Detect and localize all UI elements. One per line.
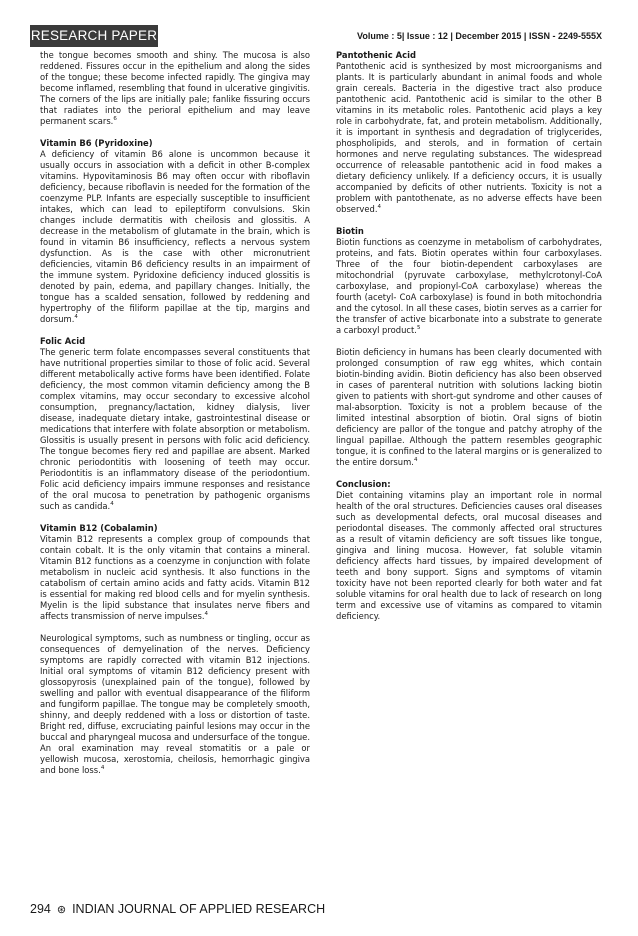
b12-paragraph-2: Neurological symptoms, such as numbness or tingling, occur as consequences of demyelination of the nerves. Deficiency symptoms are rapidly corrected with vitamin B12 injections. Initial oral symptoms of vitamin B12 deficiency present with glossopyrosis (unexplained pain of the tongue), followed by swelling and pallor with eventual disappearance of the filiform and fungiform papillae. The tongue may be completely smooth, shinny, and deeply reddened with a loss or distortion of taste. Bright red, diffuse, excruciating painful lesions may occur in the buccal and pharyngeal mucosa and undersurface of the tongue. An oral examination may reveal stomatitis or a pale or yellowish mucosa, xerostomia, cheilosis, hemorrhagic gingiva and bone loss.$^4$ bbox=[40, 633, 310, 775]
intro-paragraph: the tongue becomes smooth and shiny. The mucosa is also reddened. Fissures occur in the epithelium and along the sides of the tongue; these become infected rapidly. The gingiva may become inflamed, resembling that found in ulcerative gingivitis. The corners of the lips are initially pale; fanlike fissuring occurs that radiates into the perioral epithelium and may leave permanent scars.$^6$ bbox=[40, 50, 310, 126]
conclusion-paragraph: Diet containing vitamins play an important role in normal health of the oral structures. Deficiencies causes oral diseases such as developmental defects, oral mucosal diseases and periodontal diseases. The commonly affected oral structures as a result of vitamin deficiency are soft tissues like tongue, gingiva and lining mucosa. However, fat soluble vitamin deficiency affects hard tissues, by impaired development of teeth and bony support. Signs and symptoms of vitamin toxicity have not been reported clearly for both water and fat soluble vitamins for oral health due to lack of research on long term and excessive use of vitamins as compared to vitamin deficiency. bbox=[336, 490, 602, 621]
b12-paragraph: Vitamin B12 represents a complex group of compounds that contain cobalt. It is the only vitamin that contains a mineral. Vitamin B12 functions as a coenzyme in conjunction with folate metabolism in nucleic acid synthesis. It also functions in the catabolism of certain amino acids and fatty acids. Vitamin B12 is essential for making red blood cells and for myelin synthesis. Myelin is the lipid substance that insulates nerve fibers and affects transmission of nerve impulses.$^4$ bbox=[40, 534, 310, 621]
b12-heading: Vitamin B12 (Cobalamin) bbox=[40, 523, 158, 533]
journal-logo-icon: ⊛ bbox=[56, 903, 67, 916]
b6-heading: Vitamin B6 (Pyridoxine) bbox=[40, 138, 153, 148]
right-column bbox=[336, 50, 602, 622]
research-paper-badge: RESEARCH PAPER bbox=[30, 25, 158, 47]
biotin-paragraph: Biotin functions as coenzyme in metabolism of carbohydrates, proteins, and fats. Biotin operates within four carboxylases. Three of the four biotin-dependent carboxylases are mitochondrial (pyruvate carboxylase, methylcrotonyl-CoA carboxylase, and propionyl-CoA carboxylase) whereas the fourth (acetyl- CoA carboxylase) is found in both mitochondria and the cytosol. In all these cases, biotin serves as a carrier for the transfer of active bicarbonate into a substrate to generate a carboxyl product.$^5$ bbox=[336, 237, 602, 335]
journal-name: INDIAN JOURNAL OF APPLIED RESEARCH bbox=[72, 902, 326, 916]
folic-heading: Folic Acid bbox=[40, 336, 86, 346]
pantothenic-paragraph: Pantothenic acid is synthesized by most microorganisms and plants. It is particularly abundant in animal foods and whole grain cereals. Bacteria in the digestive tract also produce pantothenic acid. Pantothenic acid is similar to the other B vitamins in its metabolic roles. Pantothenic acid plays a key role in carbohydrate, fat, and protein metabolism. Additionally, it is important in synthesis and degradation of triglycerides, phospholipids, and sterols, and in formation of certain hormones and nerve regulating substances. The widespread occurrence of releasable pantothenic acid in food makes a dietary deficiency unlikely. If a deficiency occurs, it is usually accompanied by deficits of other nutrients. Toxicity is not a problem with pantothenate, as no adverse effects have been observed.$^4$ bbox=[336, 61, 602, 214]
biotin-heading: Biotin bbox=[336, 226, 364, 236]
issue-meta: Volume : 5| Issue : 12 | December 2015 | ISSN - 2249-555X bbox=[356, 31, 602, 41]
pantothenic-heading: Pantothenic Acid bbox=[336, 50, 416, 60]
page-number: 294 bbox=[30, 902, 51, 916]
page-footer bbox=[30, 902, 325, 916]
b6-paragraph: A deficiency of vitamin B6 alone is uncommon because it usually occurs in association with a deficit in other B-complex vitamins. Hypovitaminosis B6 may often occur with riboflavin deficiency, because riboflavin is needed for the formation of the coenzyme PLP. Infants are especially susceptible to insufficient intakes, which can lead to epileptiform convulsions. Skin changes include dermatitis with cheilosis and glossitis. A decrease in the metabolism of glutamate in the brain, which is found in vitamin B6 insufficiency, reflects a nervous system dysfunction. As is the case with other micronutrient deficiencies, vitamin B6 deficiency results in an impairment of the immune system. Pyridoxine deficiency induced glossitis is denoted by pain, edema, and papillary changes. Initially, the tongue has a scalded sensation, followed by reddening and hypertrophy of the filiform papillae at the tip, margins and dorsum.$^4$ bbox=[40, 149, 310, 324]
conclusion-heading: Conclusion: bbox=[336, 479, 391, 489]
biotin-paragraph-2: Biotin deficiency in humans has been clearly documented with prolonged consumption of raw egg whites, which contain biotin-binding avidin. Biotin deficiency has also been observed in cases of parenteral nutrition with solutions lacking biotin given to patients with short-gut syndrome and other causes of mal-absorption. Toxicity is not a problem because of the limited intestinal absorption of biotin. Oral signs of biotin deficiency are pallor of the tongue and patchy atrophy of the lingual papillae. Although the pattern resembles geographic tongue, it is confined to the lateral margins or is generalized to the entire dorsum.$^4$ bbox=[336, 347, 602, 467]
folic-paragraph: The generic term folate encompasses several constituents that have nutritional properties similar to those of folic acid. Several different metabolically active forms have been identified. Folate deficiency, the most common vitamin deficiency among the B complex vitamins, may occur secondary to excessive alcohol consumption, pregnancy/lactation, kidney dialysis, liver disease, inadequate dietary intake, gastrointestinal disease or medications that interfere with folate absorption or metabolism. Glossitis is usually present in persons with folic acid deficiency. The tongue becomes fiery red and papillae are absent. Marked chronic periodontitis with loosening of teeth may occur. Periodontitis is an inflammatory disease of the periodontium. Folic acid deficiency impairs immune responses and resistance of the oral mucosa to penetration by pathogenic organisms such as candida.$^4$ bbox=[40, 347, 310, 511]
left-column bbox=[40, 50, 310, 776]
